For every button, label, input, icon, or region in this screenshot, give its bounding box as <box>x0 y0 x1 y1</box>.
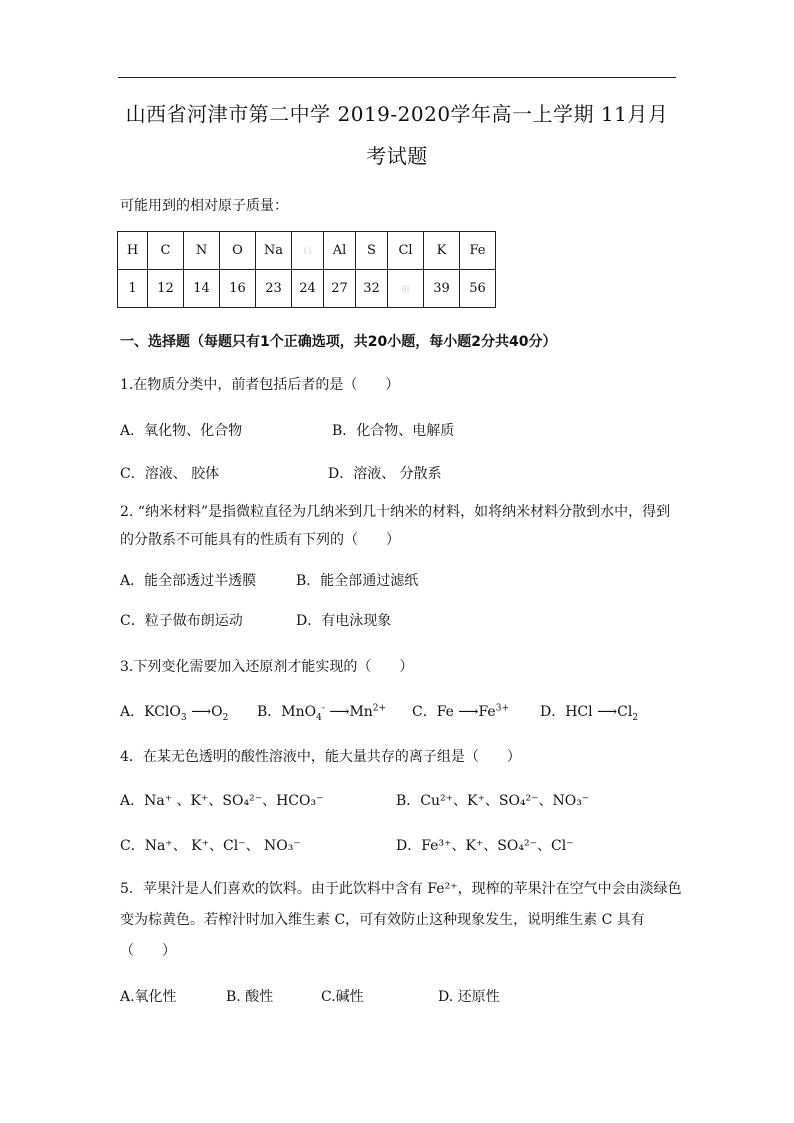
element-cell: Al <box>324 232 356 270</box>
question-2-stem-cont: 的分散系不可能具有的性质有下列的（ ） <box>120 532 400 548</box>
q4-option-b[interactable]: B．Cu²⁺、K⁺、SO₄²⁻、NO₃⁻ <box>396 793 590 809</box>
q2-option-c[interactable]: C．粒子做布朗运动 <box>120 613 243 629</box>
question-5-stem-paren: （ ） <box>120 943 176 959</box>
q2-option-d[interactable]: D．有电泳现象 <box>296 613 392 629</box>
atomic-mass-label: 可能用到的相对原子质量： <box>120 198 288 214</box>
mass-cell: 27 <box>324 270 356 308</box>
question-5-stem-cont: 变为棕黄色。若榨汁时加入维生素 C，可有效防止这种现象发生，说明维生素 C 具有 <box>120 912 645 928</box>
q3-option-d[interactable]: D．HCl $⟶Cl_2$ <box>540 704 639 723</box>
element-cell: S <box>356 232 388 270</box>
question-4-stem: 4．在某无色透明的酸性溶液中，能大量共存的离子组是（ ） <box>120 749 521 765</box>
q1-option-c[interactable]: C．溶液、 胶体 <box>120 466 220 482</box>
q3-option-b[interactable]: B．MnO$_4$- $⟶Mn^{2+}$ <box>257 703 387 723</box>
atomic-mass-table <box>117 231 496 308</box>
element-cell: C <box>148 232 184 270</box>
q2-option-a[interactable]: A．能全部透过半透膜 <box>120 573 257 589</box>
question-3-stem: 3.下列变化需要加入还原剂才能实现的（ ） <box>120 659 414 675</box>
element-row <box>118 232 496 270</box>
page-title-cont: 考试题 <box>366 144 428 168</box>
q5-option-d[interactable]: D. 还原性 <box>438 989 500 1005</box>
q4-option-d[interactable]: D．Fe³⁺、K⁺、SO₄²⁻、Cl⁻ <box>396 838 574 854</box>
q5-option-c[interactable]: C.碱性 <box>321 989 364 1005</box>
q1-option-a[interactable]: A．氧化物、化合物 <box>120 423 243 439</box>
q2-option-b[interactable]: B．能全部通过滤纸 <box>296 573 419 589</box>
page-title: 山西省河津市第二中学 2019-2020学年高一上学期 11月月 <box>125 102 669 126</box>
q3-option-a[interactable]: A．KClO$_3$ $⟶O_2$ <box>120 704 229 723</box>
question-2-stem: 2. “纳米材料”是指微粒直径为几纳米到几十纳米的材料，如将纳米材料分散到水中，得到 <box>120 504 671 520</box>
mass-cell-illegible: ⁞⁞⁞ <box>388 270 424 308</box>
mass-row <box>118 270 496 308</box>
q1-option-b[interactable]: B．化合物、电解质 <box>332 423 455 439</box>
mass-cell: 1 <box>118 270 148 308</box>
element-cell: Cl <box>388 232 424 270</box>
question-5-stem: 5．苹果汁是人们喜欢的饮料。由于此饮料中含有 Fe²⁺，现榨的苹果汁在空气中会由淡绿色 <box>120 881 682 897</box>
element-cell: N <box>184 232 220 270</box>
mass-cell: 14 <box>184 270 220 308</box>
q3-option-c[interactable]: C．Fe $⟶Fe^{3+}$ <box>412 703 509 720</box>
element-cell: H <box>118 232 148 270</box>
element-cell: K <box>424 232 460 270</box>
mass-cell: 56 <box>460 270 496 308</box>
element-cell: O <box>220 232 256 270</box>
q5-option-b[interactable]: B. 酸性 <box>226 989 274 1005</box>
q4-option-a[interactable]: A．Na⁺ 、K⁺、SO₄²⁻、HCO₃⁻ <box>120 793 324 809</box>
section-heading: 一、选择题（每题只有1个正确选项，共20小题，每小题2分共40分） <box>120 334 557 350</box>
mass-cell: 24 <box>292 270 324 308</box>
element-cell: Na <box>256 232 292 270</box>
element-cell-illegible: ⁞ ⁞ <box>292 232 324 270</box>
mass-cell: 32 <box>356 270 388 308</box>
q4-option-c[interactable]: C．Na⁺、 K⁺、Cl⁻、 NO₃⁻ <box>120 838 301 854</box>
mass-cell: 39 <box>424 270 460 308</box>
mass-cell: 16 <box>220 270 256 308</box>
q5-option-a[interactable]: A.氧化性 <box>120 989 177 1005</box>
mass-cell: 23 <box>256 270 292 308</box>
mass-cell: 12 <box>148 270 184 308</box>
q1-option-d[interactable]: D．溶液、 分散系 <box>328 466 442 482</box>
element-cell: Fe <box>460 232 496 270</box>
question-1-stem: 1.在物质分类中，前者包括后者的是（ ） <box>120 377 400 393</box>
header-rule <box>118 77 676 78</box>
